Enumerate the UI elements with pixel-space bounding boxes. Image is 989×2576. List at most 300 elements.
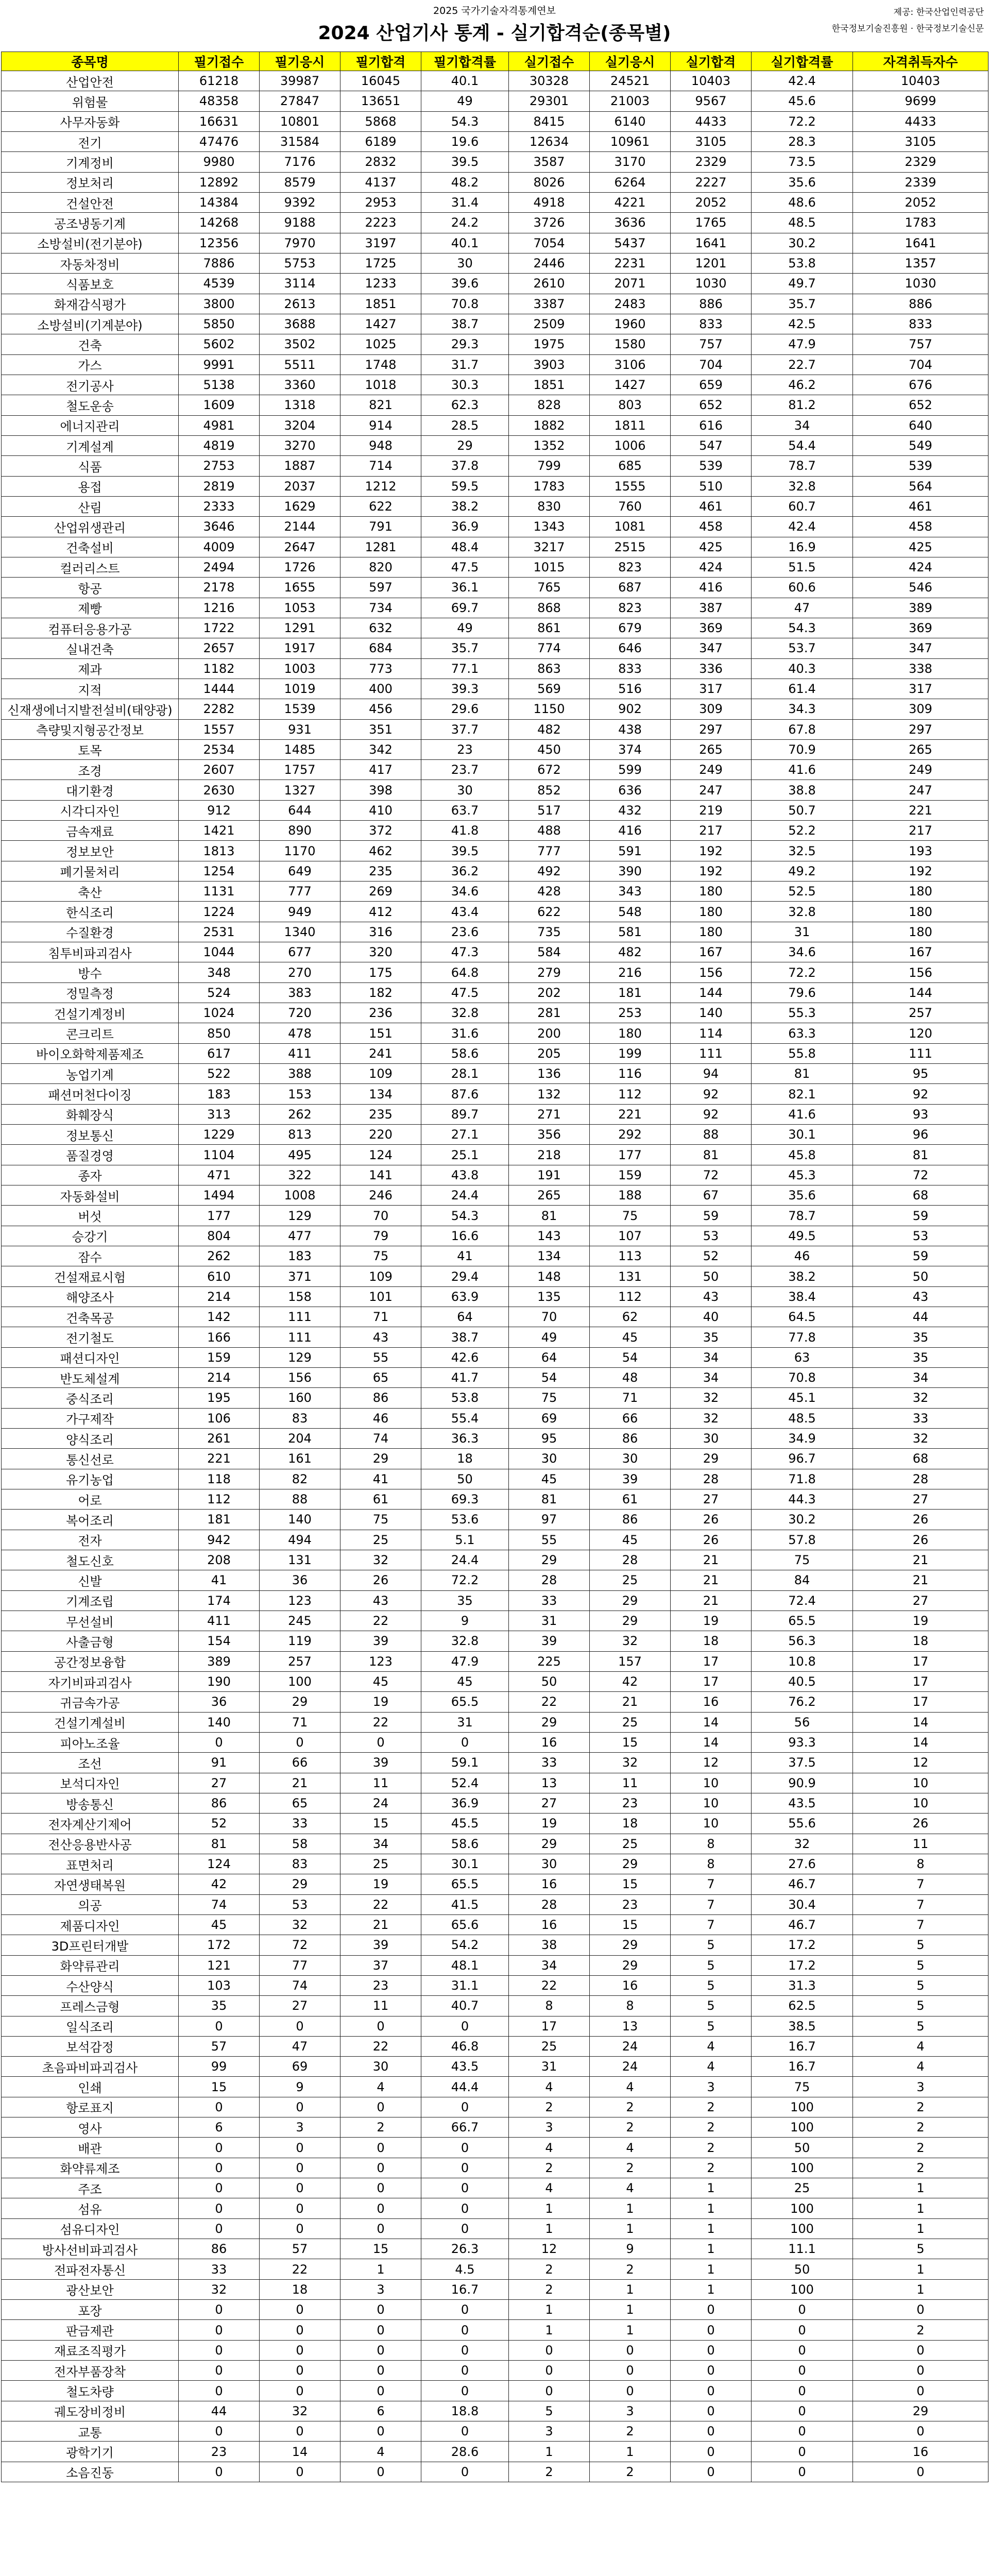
cell-practical-passed: 7 bbox=[671, 1914, 752, 1935]
page-title: 2024 산업기사 통계 - 실기합격순(종목별) bbox=[318, 23, 671, 44]
cell-certified: 0 bbox=[853, 2300, 988, 2320]
cell-practical-applied: 3903 bbox=[509, 354, 590, 375]
cell-practical-pass-rate: 63.3 bbox=[752, 1023, 853, 1043]
cell-name: 에너지관리 bbox=[2, 415, 179, 435]
cell-practical-pass-rate: 78.7 bbox=[752, 456, 853, 476]
cell-written-passed: 23 bbox=[340, 1975, 421, 1995]
cell-written-taken: 131 bbox=[260, 1550, 340, 1570]
cell-written-passed: 71 bbox=[340, 1307, 421, 1327]
cell-practical-taken: 48 bbox=[590, 1368, 671, 1388]
table-row bbox=[2, 821, 988, 841]
cell-practical-applied: 97 bbox=[509, 1510, 590, 1530]
cell-practical-applied: 16 bbox=[509, 1732, 590, 1752]
table-row bbox=[2, 882, 988, 902]
cell-written-taken: 1485 bbox=[260, 739, 340, 759]
table-row bbox=[2, 1145, 988, 1165]
cell-practical-passed: 8 bbox=[671, 1834, 752, 1854]
cell-practical-passed: 12 bbox=[671, 1753, 752, 1773]
cell-practical-pass-rate: 54.3 bbox=[752, 618, 853, 638]
cell-certified: 833 bbox=[853, 314, 988, 334]
cell-practical-applied: 39 bbox=[509, 1631, 590, 1651]
cell-practical-applied: 0 bbox=[509, 2340, 590, 2360]
cell-name: 잠수 bbox=[2, 1246, 179, 1266]
cell-written-passed: 0 bbox=[340, 2361, 421, 2381]
cell-practical-pass-rate: 31.3 bbox=[752, 1975, 853, 1995]
cell-written-passed: 235 bbox=[340, 1104, 421, 1124]
table-row bbox=[2, 2198, 988, 2218]
column-header-practical-passed: 실기합격 bbox=[671, 52, 752, 71]
cell-written-applied: 4009 bbox=[179, 537, 260, 557]
cell-practical-passed: 2227 bbox=[671, 172, 752, 192]
cell-practical-pass-rate: 67.8 bbox=[752, 719, 853, 739]
table-row bbox=[2, 557, 988, 577]
cell-practical-taken: 3170 bbox=[590, 152, 671, 172]
source-credit: 제공: 한국산업인력공단 bbox=[893, 7, 984, 18]
cell-written-applied: 0 bbox=[179, 1732, 260, 1752]
cell-name: 궤도장비정비 bbox=[2, 2401, 179, 2421]
cell-written-passed: 123 bbox=[340, 1651, 421, 1671]
cell-practical-pass-rate: 30.2 bbox=[752, 233, 853, 253]
table-row bbox=[2, 800, 988, 820]
cell-practical-pass-rate: 44.3 bbox=[752, 1489, 853, 1509]
cell-written-taken: 1887 bbox=[260, 456, 340, 476]
cell-certified: 0 bbox=[853, 2361, 988, 2381]
cell-practical-taken: 86 bbox=[590, 1510, 671, 1530]
table-row bbox=[2, 517, 988, 537]
cell-practical-taken: 1 bbox=[590, 2279, 671, 2299]
cell-practical-passed: 757 bbox=[671, 334, 752, 354]
cell-practical-pass-rate: 57.8 bbox=[752, 1530, 853, 1550]
cell-written-taken: 0 bbox=[260, 2300, 340, 2320]
cell-written-pass-rate: 59.1 bbox=[421, 1753, 509, 1773]
cell-practical-passed: 387 bbox=[671, 598, 752, 618]
table-row bbox=[2, 1368, 988, 1388]
cell-practical-passed: 7 bbox=[671, 1894, 752, 1914]
table-row bbox=[2, 1631, 988, 1651]
cell-practical-taken: 221 bbox=[590, 1104, 671, 1124]
cell-written-applied: 45 bbox=[179, 1914, 260, 1935]
cell-certified: 5 bbox=[853, 1996, 988, 2016]
cell-practical-applied: 584 bbox=[509, 942, 590, 962]
cell-practical-applied: 55 bbox=[509, 1530, 590, 1550]
cell-practical-pass-rate: 35.6 bbox=[752, 172, 853, 192]
cell-written-applied: 42 bbox=[179, 1874, 260, 1894]
cell-written-passed: 316 bbox=[340, 922, 421, 942]
cell-written-applied: 0 bbox=[179, 2158, 260, 2178]
cell-practical-applied: 50 bbox=[509, 1671, 590, 1691]
table-row bbox=[2, 1266, 988, 1286]
cell-written-taken: 270 bbox=[260, 962, 340, 982]
cell-practical-pass-rate: 32.8 bbox=[752, 902, 853, 922]
cell-name: 정보처리 bbox=[2, 172, 179, 192]
cell-practical-applied: 622 bbox=[509, 902, 590, 922]
cell-written-applied: 1044 bbox=[179, 942, 260, 962]
cell-practical-taken: 4 bbox=[590, 2138, 671, 2158]
cell-practical-pass-rate: 49.2 bbox=[752, 861, 853, 881]
cell-practical-applied: 2446 bbox=[509, 253, 590, 273]
column-header-practical-taken: 실기응시 bbox=[590, 52, 671, 71]
table-row bbox=[2, 2259, 988, 2279]
cell-written-applied: 850 bbox=[179, 1023, 260, 1043]
cell-practical-taken: 29 bbox=[590, 1955, 671, 1975]
cell-certified: 27 bbox=[853, 1590, 988, 1611]
cell-written-applied: 41 bbox=[179, 1570, 260, 1590]
cell-certified: 886 bbox=[853, 294, 988, 314]
cell-practical-applied: 1882 bbox=[509, 415, 590, 435]
cell-practical-applied: 135 bbox=[509, 1286, 590, 1307]
table-row bbox=[2, 1286, 988, 1307]
cell-practical-applied: 868 bbox=[509, 598, 590, 618]
cell-certified: 3105 bbox=[853, 131, 988, 151]
cell-practical-passed: 3 bbox=[671, 2077, 752, 2097]
cell-practical-pass-rate: 75 bbox=[752, 2077, 853, 2097]
table-row bbox=[2, 1084, 988, 1104]
cell-certified: 1 bbox=[853, 2178, 988, 2198]
cell-written-applied: 3800 bbox=[179, 294, 260, 314]
cell-written-taken: 322 bbox=[260, 1165, 340, 1185]
table-row bbox=[2, 476, 988, 496]
cell-practical-passed: 347 bbox=[671, 638, 752, 658]
cell-practical-applied: 132 bbox=[509, 1084, 590, 1104]
page-header bbox=[0, 0, 989, 52]
cell-certified: 640 bbox=[853, 415, 988, 435]
cell-name: 기계조립 bbox=[2, 1590, 179, 1611]
cell-certified: 18 bbox=[853, 1631, 988, 1651]
cell-practical-applied: 482 bbox=[509, 719, 590, 739]
cell-certified: 1357 bbox=[853, 253, 988, 273]
cell-practical-passed: 40 bbox=[671, 1307, 752, 1327]
cell-written-applied: 942 bbox=[179, 1530, 260, 1550]
cell-practical-taken: 1555 bbox=[590, 476, 671, 496]
cell-certified: 95 bbox=[853, 1064, 988, 1084]
cell-practical-applied: 2610 bbox=[509, 274, 590, 294]
cell-written-taken: 1539 bbox=[260, 699, 340, 719]
table-row bbox=[2, 2381, 988, 2401]
cell-written-applied: 9980 bbox=[179, 152, 260, 172]
cell-practical-taken: 21 bbox=[590, 1692, 671, 1712]
cell-written-passed: 417 bbox=[340, 760, 421, 780]
cell-name: 자연생태복원 bbox=[2, 1874, 179, 1894]
cell-written-pass-rate: 31 bbox=[421, 1712, 509, 1732]
cell-practical-applied: 49 bbox=[509, 1327, 590, 1347]
cell-practical-applied: 2 bbox=[509, 2279, 590, 2299]
cell-practical-pass-rate: 55.3 bbox=[752, 1003, 853, 1023]
cell-written-passed: 821 bbox=[340, 395, 421, 415]
cell-practical-applied: 569 bbox=[509, 679, 590, 699]
cell-written-pass-rate: 63.7 bbox=[421, 800, 509, 820]
cell-practical-taken: 188 bbox=[590, 1185, 671, 1206]
cell-practical-taken: 32 bbox=[590, 1631, 671, 1651]
cell-practical-applied: 28 bbox=[509, 1570, 590, 1590]
cell-certified: 2 bbox=[853, 2097, 988, 2117]
cell-written-pass-rate: 40.1 bbox=[421, 71, 509, 91]
table-row bbox=[2, 679, 988, 699]
cell-practical-taken: 9 bbox=[590, 2239, 671, 2259]
cell-practical-taken: 390 bbox=[590, 861, 671, 881]
cell-certified: 458 bbox=[853, 517, 988, 537]
cell-practical-taken: 636 bbox=[590, 780, 671, 800]
cell-practical-applied: 281 bbox=[509, 1003, 590, 1023]
cell-name: 식품보호 bbox=[2, 274, 179, 294]
cell-name: 소방설비(기계분야) bbox=[2, 314, 179, 334]
cell-written-passed: 24 bbox=[340, 1793, 421, 1813]
cell-practical-taken: 1580 bbox=[590, 334, 671, 354]
cell-written-pass-rate: 9 bbox=[421, 1611, 509, 1631]
cell-practical-applied: 191 bbox=[509, 1165, 590, 1185]
cell-written-passed: 241 bbox=[340, 1043, 421, 1063]
cell-written-passed: 1725 bbox=[340, 253, 421, 273]
cell-written-pass-rate: 69.7 bbox=[421, 598, 509, 618]
cell-practical-pass-rate: 81 bbox=[752, 1064, 853, 1084]
cell-name: 전기철도 bbox=[2, 1327, 179, 1347]
cell-certified: 19 bbox=[853, 1611, 988, 1631]
cell-practical-taken: 2231 bbox=[590, 253, 671, 273]
cell-practical-taken: 4221 bbox=[590, 192, 671, 212]
cell-practical-passed: 114 bbox=[671, 1023, 752, 1043]
cell-practical-pass-rate: 72.4 bbox=[752, 1590, 853, 1611]
cell-practical-taken: 1 bbox=[590, 2218, 671, 2239]
cell-practical-passed: 10 bbox=[671, 1793, 752, 1813]
cell-practical-pass-rate: 54.4 bbox=[752, 435, 853, 455]
cell-practical-pass-rate: 47.9 bbox=[752, 334, 853, 354]
cell-practical-applied: 134 bbox=[509, 1246, 590, 1266]
cell-practical-passed: 4 bbox=[671, 2057, 752, 2077]
cell-written-pass-rate: 35.7 bbox=[421, 638, 509, 658]
cell-written-pass-rate: 36.9 bbox=[421, 517, 509, 537]
cell-written-pass-rate: 29.4 bbox=[421, 1266, 509, 1286]
cell-practical-taken: 3106 bbox=[590, 354, 671, 375]
cell-practical-pass-rate: 72.2 bbox=[752, 111, 853, 131]
cell-written-taken: 931 bbox=[260, 719, 340, 739]
cell-practical-taken: 11 bbox=[590, 1773, 671, 1793]
cell-written-pass-rate: 47.5 bbox=[421, 982, 509, 1003]
cell-certified: 5 bbox=[853, 2016, 988, 2036]
cell-name: 정보보안 bbox=[2, 841, 179, 861]
cell-practical-passed: 29 bbox=[671, 1449, 752, 1469]
cell-written-applied: 74 bbox=[179, 1894, 260, 1914]
cell-practical-taken: 1 bbox=[590, 2320, 671, 2340]
cell-practical-passed: 3105 bbox=[671, 131, 752, 151]
cell-practical-pass-rate: 0 bbox=[752, 2442, 853, 2462]
cell-name: 산업위생관리 bbox=[2, 517, 179, 537]
cell-name: 유기농업 bbox=[2, 1469, 179, 1489]
cell-practical-passed: 219 bbox=[671, 800, 752, 820]
cell-written-passed: 3197 bbox=[340, 233, 421, 253]
cell-name: 광학기기 bbox=[2, 2442, 179, 2462]
table-row bbox=[2, 1185, 988, 1206]
cell-certified: 68 bbox=[853, 1185, 988, 1206]
cell-practical-taken: 10961 bbox=[590, 131, 671, 151]
cell-written-applied: 142 bbox=[179, 1307, 260, 1327]
cell-name: 공조냉동기계 bbox=[2, 213, 179, 233]
cell-written-taken: 7176 bbox=[260, 152, 340, 172]
cell-practical-pass-rate: 82.1 bbox=[752, 1084, 853, 1104]
table-row bbox=[2, 2138, 988, 2158]
cell-name: 3D프린터개발 bbox=[2, 1935, 179, 1955]
cell-written-taken: 0 bbox=[260, 2218, 340, 2239]
cell-written-applied: 2494 bbox=[179, 557, 260, 577]
cell-written-passed: 791 bbox=[340, 517, 421, 537]
cell-practical-passed: 7 bbox=[671, 1874, 752, 1894]
cell-written-taken: 123 bbox=[260, 1590, 340, 1611]
cell-written-taken: 71 bbox=[260, 1712, 340, 1732]
cell-practical-taken: 199 bbox=[590, 1043, 671, 1063]
cell-written-taken: 57 bbox=[260, 2239, 340, 2259]
cell-practical-taken: 45 bbox=[590, 1327, 671, 1347]
cell-practical-passed: 192 bbox=[671, 841, 752, 861]
cell-certified: 35 bbox=[853, 1347, 988, 1367]
cell-name: 산업안전 bbox=[2, 71, 179, 91]
table-row bbox=[2, 274, 988, 294]
cell-certified: 35 bbox=[853, 1327, 988, 1347]
cell-certified: 50 bbox=[853, 1266, 988, 1286]
cell-certified: 17 bbox=[853, 1692, 988, 1712]
cell-written-passed: 4 bbox=[340, 2442, 421, 2462]
cell-practical-taken: 292 bbox=[590, 1125, 671, 1145]
cell-written-taken: 3688 bbox=[260, 314, 340, 334]
cell-practical-pass-rate: 100 bbox=[752, 2218, 853, 2239]
cell-written-applied: 262 bbox=[179, 1246, 260, 1266]
cell-practical-pass-rate: 0 bbox=[752, 2462, 853, 2482]
cell-written-applied: 5602 bbox=[179, 334, 260, 354]
cell-practical-taken: 15 bbox=[590, 1732, 671, 1752]
cell-written-applied: 86 bbox=[179, 1793, 260, 1813]
table-row bbox=[2, 192, 988, 212]
cell-name: 철도운송 bbox=[2, 395, 179, 415]
cell-practical-taken: 62 bbox=[590, 1307, 671, 1327]
cell-written-pass-rate: 31.7 bbox=[421, 354, 509, 375]
cell-certified: 539 bbox=[853, 456, 988, 476]
cell-written-taken: 1291 bbox=[260, 618, 340, 638]
cell-practical-passed: 144 bbox=[671, 982, 752, 1003]
cell-written-applied: 5138 bbox=[179, 375, 260, 395]
cell-name: 건설재료시험 bbox=[2, 1266, 179, 1286]
cell-written-applied: 1104 bbox=[179, 1145, 260, 1165]
cell-written-passed: 1 bbox=[340, 2259, 421, 2279]
cell-written-pass-rate: 52.4 bbox=[421, 1773, 509, 1793]
cell-written-pass-rate: 28.6 bbox=[421, 2442, 509, 2462]
cell-practical-pass-rate: 84 bbox=[752, 1570, 853, 1590]
cell-practical-applied: 492 bbox=[509, 861, 590, 881]
cell-certified: 2 bbox=[853, 2158, 988, 2178]
table-row bbox=[2, 922, 988, 942]
cell-written-passed: 182 bbox=[340, 982, 421, 1003]
cell-practical-passed: 18 bbox=[671, 1631, 752, 1651]
cell-practical-taken: 29 bbox=[590, 1611, 671, 1631]
cell-practical-taken: 30 bbox=[590, 1449, 671, 1469]
cell-practical-taken: 2 bbox=[590, 2462, 671, 2482]
cell-practical-applied: 735 bbox=[509, 922, 590, 942]
cell-practical-passed: 425 bbox=[671, 537, 752, 557]
cell-written-passed: 0 bbox=[340, 2138, 421, 2158]
cell-practical-taken: 803 bbox=[590, 395, 671, 415]
table-row bbox=[2, 152, 988, 172]
table-row bbox=[2, 2279, 988, 2299]
cell-written-passed: 61 bbox=[340, 1489, 421, 1509]
cell-written-applied: 4981 bbox=[179, 415, 260, 435]
cell-written-pass-rate: 40.1 bbox=[421, 233, 509, 253]
cell-practical-pass-rate: 46.2 bbox=[752, 375, 853, 395]
cell-practical-pass-rate: 61.4 bbox=[752, 679, 853, 699]
cell-written-passed: 820 bbox=[340, 557, 421, 577]
cell-certified: 461 bbox=[853, 496, 988, 516]
cell-written-taken: 3270 bbox=[260, 435, 340, 455]
table-row bbox=[2, 1023, 988, 1043]
cell-practical-pass-rate: 32.5 bbox=[752, 841, 853, 861]
cell-name: 인쇄 bbox=[2, 2077, 179, 2097]
cell-practical-passed: 1765 bbox=[671, 213, 752, 233]
table-row bbox=[2, 902, 988, 922]
cell-practical-taken: 2071 bbox=[590, 274, 671, 294]
cell-practical-taken: 29 bbox=[590, 1590, 671, 1611]
cell-written-taken: 1757 bbox=[260, 760, 340, 780]
cell-certified: 32 bbox=[853, 1388, 988, 1408]
cell-certified: 1641 bbox=[853, 233, 988, 253]
cell-written-applied: 0 bbox=[179, 2320, 260, 2340]
table-row bbox=[2, 415, 988, 435]
cell-practical-taken: 61 bbox=[590, 1489, 671, 1509]
cell-practical-passed: 2 bbox=[671, 2138, 752, 2158]
cell-practical-taken: 343 bbox=[590, 882, 671, 902]
cell-practical-passed: 886 bbox=[671, 294, 752, 314]
cell-practical-taken: 21003 bbox=[590, 91, 671, 111]
column-header-written-taken: 필기응시 bbox=[260, 52, 340, 71]
cell-practical-pass-rate: 51.5 bbox=[752, 557, 853, 577]
table-header-row bbox=[2, 52, 988, 71]
cell-written-pass-rate: 58.6 bbox=[421, 1834, 509, 1854]
cell-written-applied: 1494 bbox=[179, 1185, 260, 1206]
cell-written-taken: 18 bbox=[260, 2279, 340, 2299]
cell-certified: 44 bbox=[853, 1307, 988, 1327]
cell-written-applied: 1557 bbox=[179, 719, 260, 739]
cell-certified: 17 bbox=[853, 1651, 988, 1671]
cell-written-pass-rate: 37.7 bbox=[421, 719, 509, 739]
cell-certified: 156 bbox=[853, 962, 988, 982]
cell-certified: 2 bbox=[853, 2320, 988, 2340]
cell-written-passed: 2953 bbox=[340, 192, 421, 212]
cell-practical-applied: 30 bbox=[509, 1449, 590, 1469]
cell-practical-passed: 616 bbox=[671, 415, 752, 435]
cell-written-taken: 8579 bbox=[260, 172, 340, 192]
cell-practical-applied: 852 bbox=[509, 780, 590, 800]
cell-practical-passed: 30 bbox=[671, 1428, 752, 1448]
cell-practical-passed: 1 bbox=[671, 2178, 752, 2198]
cell-written-applied: 166 bbox=[179, 1327, 260, 1347]
cell-practical-taken: 25 bbox=[590, 1570, 671, 1590]
cell-certified: 14 bbox=[853, 1712, 988, 1732]
cell-written-passed: 462 bbox=[340, 841, 421, 861]
cell-written-applied: 12356 bbox=[179, 233, 260, 253]
cell-written-applied: 1722 bbox=[179, 618, 260, 638]
cell-written-pass-rate: 49 bbox=[421, 91, 509, 111]
cell-written-taken: 119 bbox=[260, 1631, 340, 1651]
cell-practical-pass-rate: 46.7 bbox=[752, 1874, 853, 1894]
cell-written-pass-rate: 34.6 bbox=[421, 882, 509, 902]
cell-practical-passed: 67 bbox=[671, 1185, 752, 1206]
cell-name: 무선설비 bbox=[2, 1611, 179, 1631]
cell-practical-passed: 10 bbox=[671, 1773, 752, 1793]
cell-practical-applied: 1783 bbox=[509, 476, 590, 496]
cell-name: 사무자동화 bbox=[2, 111, 179, 131]
cell-practical-taken: 0 bbox=[590, 2381, 671, 2401]
cell-written-pass-rate: 38.7 bbox=[421, 314, 509, 334]
cell-practical-applied: 34 bbox=[509, 1955, 590, 1975]
cell-written-pass-rate: 65.6 bbox=[421, 1914, 509, 1935]
cell-written-pass-rate: 37.8 bbox=[421, 456, 509, 476]
cell-name: 섬유 bbox=[2, 2198, 179, 2218]
cell-practical-applied: 0 bbox=[509, 2361, 590, 2381]
cell-practical-applied: 2 bbox=[509, 2259, 590, 2279]
